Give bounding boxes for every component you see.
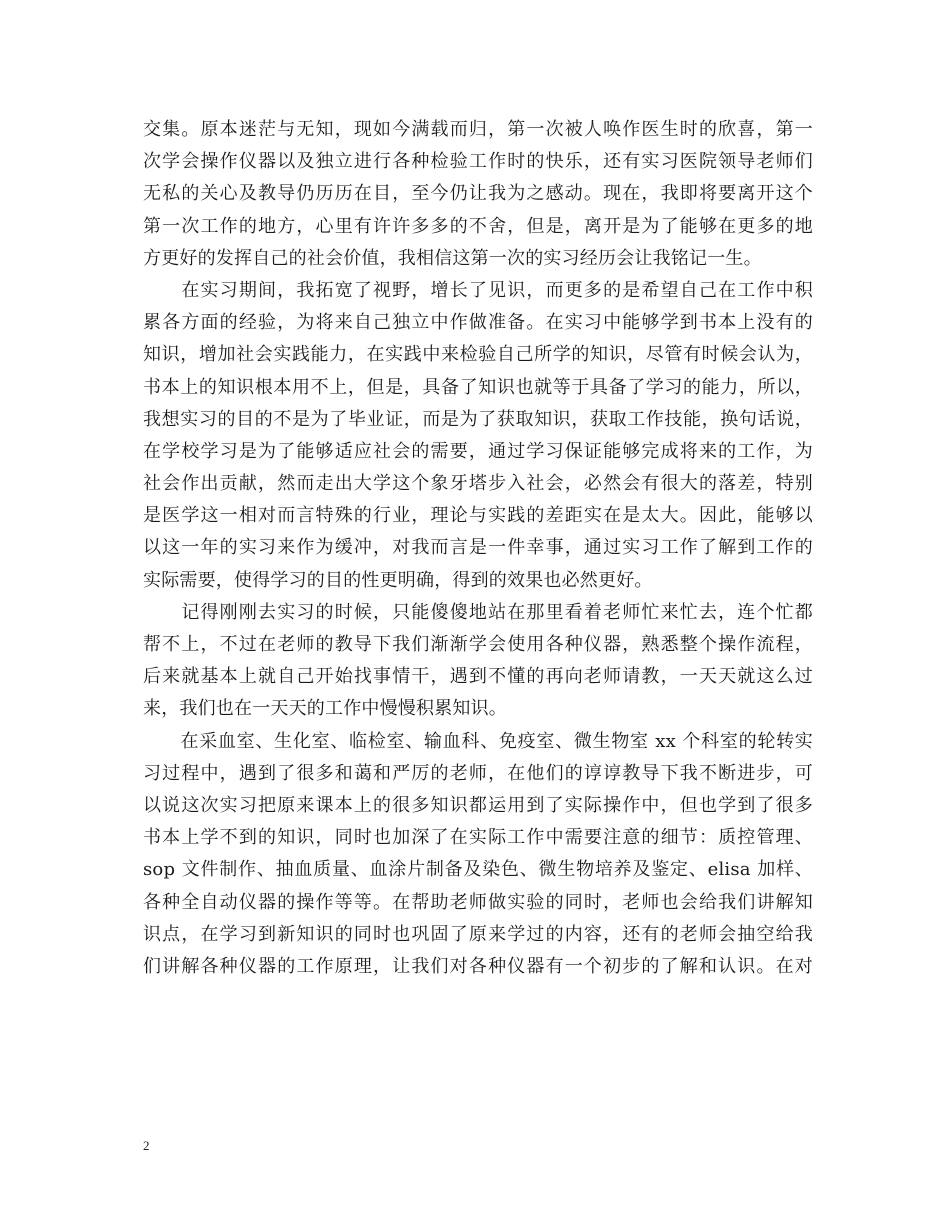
text-line: sop 文件制作、抽血质量、血涂片制备及染色、微生物培养及鉴定、elisa 加样、 bbox=[143, 859, 813, 881]
text-line: 我想实习的目的不是为了毕业证，而是为了获取知识，获取工作技能，换句话说， bbox=[143, 408, 813, 430]
text-line: 累各方面的经验，为将来自己独立中作做准备。在实习中能够学到书本上没有的 bbox=[143, 312, 813, 334]
text-line: 以这一年的实习来作为缓冲，对我而言是一件幸事，通过实习工作了解到工作的 bbox=[143, 537, 813, 559]
text-line: 交集。原本迷茫与无知，现如今满载而归，第一次被人唤作医生时的欣喜，第一 bbox=[143, 119, 813, 140]
text-line: 次学会操作仪器以及独立进行各种检验工作时的快乐，还有实习医院领导老师们 bbox=[143, 151, 813, 173]
text-line: 来，我们也在一天天的工作中慢慢积累知识。 bbox=[143, 698, 507, 720]
text-line: 方更好的发挥自己的社会价值，我相信这第一次的实习经历会让我铭记一生。 bbox=[143, 247, 762, 269]
text-line: 书本上的知识根本用不上，但是，具备了知识也就等于具备了学习的能力，所以， bbox=[143, 376, 813, 398]
text-line: 实际需要，使得学习的目的性更明确，得到的效果也必然更好。 bbox=[143, 569, 653, 591]
text-line: 知识，增加社会实践能力，在实践中来检验自己所学的知识，尽管有时候会认为， bbox=[143, 344, 813, 366]
text-line: 在采血室、生化室、临检室、输血科、免疫室、微生物室 xx 个科室的轮转实 bbox=[143, 730, 813, 752]
text-line: 书本上学不到的知识，同时也加深了在实际工作中需要注意的细节：质控管理、 bbox=[143, 827, 813, 849]
text-line: 习过程中，遇到了很多和蔼和严厉的老师，在他们的谆谆教导下我不断进步，可 bbox=[143, 762, 813, 784]
text-line: 帮不上，不过在老师的教导下我们渐渐学会使用各种仪器，熟悉整个操作流程， bbox=[143, 634, 813, 655]
text-line: 是医学这一相对而言特殊的行业，理论与实践的差距实在是太大。因此，能够以 bbox=[143, 505, 813, 527]
text-line: 社会作出贡献，然而走出大学这个象牙塔步入社会，必然会有很大的落差，特别 bbox=[143, 473, 813, 495]
body-text bbox=[143, 114, 813, 983]
text-line: 各种全自动仪器的操作等等。在帮助老师做实验的同时，老师也会给我们讲解知 bbox=[143, 891, 813, 913]
text-line: 在学校学习是为了能够适应社会的需要，通过学习保证能够完成将来的工作，为 bbox=[143, 440, 813, 462]
text-line: 识点，在学习到新知识的同时也巩固了原来学过的内容，还有的老师会抽空给我 bbox=[143, 923, 813, 945]
text-line: 在实习期间，我拓宽了视野，增长了见识，而更多的是希望自己在工作中积 bbox=[143, 279, 813, 301]
text-line: 以说这次实习把原来课本上的很多知识都运用到了实际操作中，但也学到了很多 bbox=[143, 794, 813, 816]
page-number: 2 bbox=[143, 1138, 150, 1153]
text-line: 记得刚刚去实习的时候，只能傻傻地站在那里看着老师忙来忙去，连个忙都 bbox=[143, 601, 813, 623]
text-line: 第一次工作的地方，心里有许许多多的不舍，但是，离开是为了能够在更多的地 bbox=[143, 215, 813, 237]
text-line: 们讲解各种仪器的工作原理，让我们对各种仪器有一个初步的了解和认识。在对 bbox=[143, 955, 813, 977]
text-line: 后来就基本上就自己开始找事情干，遇到不懂的再向老师请教，一天天就这么过 bbox=[143, 666, 813, 688]
text-line: 无私的关心及教导仍历历在目，至今仍让我为之感动。现在，我即将要离开这个 bbox=[143, 183, 813, 205]
